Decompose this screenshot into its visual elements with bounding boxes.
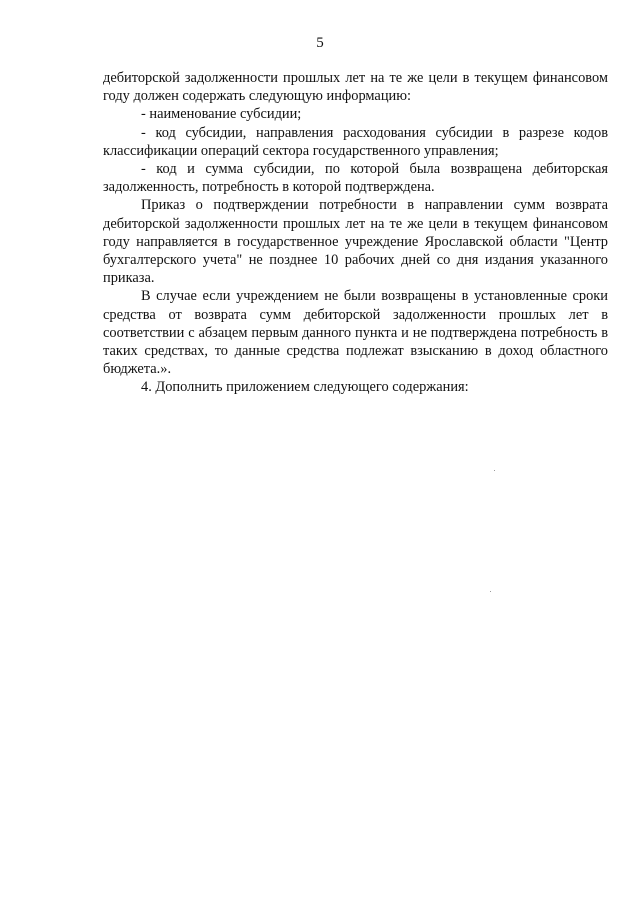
paragraph-appendix-instruction: 4. Дополнить приложением следующего содержания: <box>141 379 469 396</box>
list-item-subsidy-code: - код субсидии, направления расходования субсидии в разрезе кодов классификации операций сектора государственного управления; <box>103 124 608 159</box>
paragraph-recovery-clause: В случае если учреждением не были возвращены в установленные сроки средства от возврата сумм дебиторской задолженности прошлых лет в соответствии с абзацем первым данного пункта и не подтверждена потребность в таких средствах, то данные средства подлежат взысканию в доход областного бюджета.». <box>103 288 608 378</box>
scan-speck <box>490 591 491 592</box>
paragraph-continuation: дебиторской задолженности прошлых лет на те же цели в текущем финансовом году должен содержать следующую информацию: <box>103 70 608 105</box>
document-body <box>103 69 608 397</box>
paragraph-order-requirement: Приказ о подтверждении потребности в направлении сумм возврата дебиторской задолженности прошлых лет на те же цели в текущем финансовом году направляется в государственное учреждение Ярославской области "Центр бухгалтерского учета" не позднее 10 рабочих дней со дня издания указанного приказа. <box>103 197 608 287</box>
page-number: 5 <box>316 35 324 51</box>
list-item-subsidy-name: - наименование субсидии; <box>141 106 302 123</box>
scan-speck <box>494 470 495 471</box>
list-item-subsidy-amount: - код и сумма субсидии, по которой была возвращена дебиторская задолженность, потребность в которой подтверждена. <box>103 161 608 196</box>
